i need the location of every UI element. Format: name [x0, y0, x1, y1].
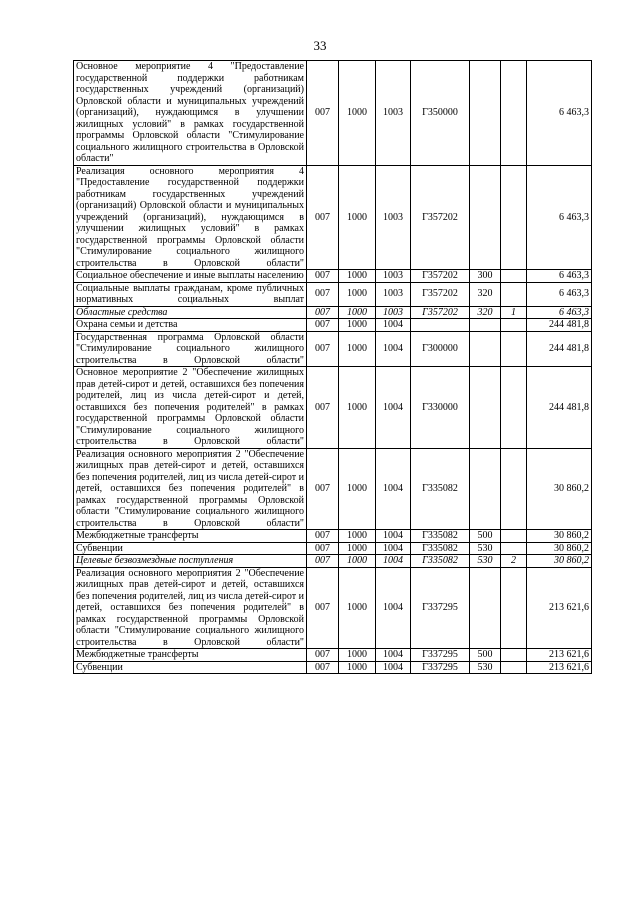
funding-source-code-cell: [501, 661, 527, 674]
ministry-code-cell: 007: [307, 165, 339, 270]
ministry-code-cell: 007: [307, 270, 339, 283]
target-article-code-cell: [411, 319, 470, 332]
row-name-cell: Социальные выплаты гражданам, кроме публичных нормативных социальных выплат: [74, 282, 307, 306]
ministry-code-cell: 007: [307, 367, 339, 449]
ministry-code-cell: 007: [307, 319, 339, 332]
expense-type-code-cell: [470, 61, 501, 166]
row-name-cell: Субвенции: [74, 661, 307, 674]
ministry-code-cell: 007: [307, 331, 339, 367]
target-article-code-cell: Г335082: [411, 542, 470, 555]
target-article-code-cell: Г350000: [411, 61, 470, 166]
row-name-cell: Реализация основного мероприятия 2 "Обеспечение жилищных прав детей-сирот и детей, оставшихся без попечения родителей, лиц из числа детей-сирот и детей, оставшихся без попечения родителей" в рамках государственной программы Орловской области "Стимулирование социального жилищного строительства в Орловской области": [74, 448, 307, 530]
subsection-code-cell: 1004: [376, 649, 411, 662]
subsection-code-cell: 1004: [376, 555, 411, 568]
funding-source-code-cell: [501, 367, 527, 449]
row-name-cell: Социальное обеспечение и иные выплаты населению: [74, 270, 307, 283]
expense-type-code-cell: [470, 367, 501, 449]
amount-cell: 244 481,8: [527, 331, 592, 367]
section-code-cell: 1000: [339, 649, 376, 662]
ministry-code-cell: 007: [307, 555, 339, 568]
expense-type-code-cell: [470, 165, 501, 270]
table-row: [74, 530, 592, 543]
amount-cell: 244 481,8: [527, 319, 592, 332]
amount-cell: 244 481,8: [527, 367, 592, 449]
table-row: [74, 649, 592, 662]
funding-source-code-cell: [501, 542, 527, 555]
subsection-code-cell: 1004: [376, 367, 411, 449]
expense-type-code-cell: 320: [470, 306, 501, 319]
ministry-code-cell: 007: [307, 61, 339, 166]
section-code-cell: 1000: [339, 542, 376, 555]
table-row: [74, 61, 592, 166]
funding-source-code-cell: [501, 331, 527, 367]
funding-source-code-cell: [501, 61, 527, 166]
amount-cell: 6 463,3: [527, 282, 592, 306]
funding-source-code-cell: [501, 448, 527, 530]
target-article-code-cell: Г357202: [411, 282, 470, 306]
expense-type-code-cell: 500: [470, 530, 501, 543]
row-name-cell: Реализация основного мероприятия 2 "Обеспечение жилищных прав детей-сирот и детей, оставшихся без попечения родителей, лиц из числа детей-сирот и детей, оставшихся без попечения родителей" в рамках государственной программы Орловской области "Стимулирование социального жилищного строительства в Орловской области": [74, 567, 307, 649]
ministry-code-cell: 007: [307, 567, 339, 649]
amount-cell: 6 463,3: [527, 270, 592, 283]
subsection-code-cell: 1003: [376, 282, 411, 306]
expense-type-code-cell: 300: [470, 270, 501, 283]
row-name-cell: Охрана семьи и детства: [74, 319, 307, 332]
ministry-code-cell: 007: [307, 282, 339, 306]
budget-table-body: [74, 61, 592, 674]
subsection-code-cell: 1004: [376, 448, 411, 530]
funding-source-code-cell: [501, 649, 527, 662]
subsection-code-cell: 1004: [376, 530, 411, 543]
section-code-cell: 1000: [339, 61, 376, 166]
section-code-cell: 1000: [339, 319, 376, 332]
target-article-code-cell: Г337295: [411, 661, 470, 674]
subsection-code-cell: 1004: [376, 331, 411, 367]
row-name-cell: Межбюджетные трансферты: [74, 530, 307, 543]
subsection-code-cell: 1003: [376, 270, 411, 283]
table-row: [74, 555, 592, 568]
table-row: [74, 661, 592, 674]
expense-type-code-cell: 500: [470, 649, 501, 662]
ministry-code-cell: 007: [307, 649, 339, 662]
funding-source-code-cell: 2: [501, 555, 527, 568]
subsection-code-cell: 1003: [376, 306, 411, 319]
subsection-code-cell: 1003: [376, 165, 411, 270]
funding-source-code-cell: [501, 319, 527, 332]
expense-type-code-cell: 530: [470, 661, 501, 674]
ministry-code-cell: 007: [307, 661, 339, 674]
table-row: [74, 331, 592, 367]
section-code-cell: 1000: [339, 661, 376, 674]
expense-type-code-cell: 320: [470, 282, 501, 306]
amount-cell: 6 463,3: [527, 61, 592, 166]
target-article-code-cell: Г335082: [411, 448, 470, 530]
section-code-cell: 1000: [339, 165, 376, 270]
subsection-code-cell: 1004: [376, 661, 411, 674]
row-name-cell: Основное мероприятие 2 "Обеспечение жилищных прав детей-сирот и детей, оставшихся без попечения родителей, лиц из числа детей-сирот и детей, оставшихся без попечения родителей" в рамках государственной программы Орловской области "Стимулирование социального жилищного строительства в Орловской области": [74, 367, 307, 449]
funding-source-code-cell: [501, 282, 527, 306]
amount-cell: 30 860,2: [527, 530, 592, 543]
row-name-cell: Государственная программа Орловской области "Стимулирование социального жилищного строительства в Орловской области": [74, 331, 307, 367]
subsection-code-cell: 1003: [376, 61, 411, 166]
funding-source-code-cell: 1: [501, 306, 527, 319]
funding-source-code-cell: [501, 530, 527, 543]
funding-source-code-cell: [501, 165, 527, 270]
row-name-cell: Реализация основного мероприятия 4 "Предоставление государственной поддержки работникам государственных учреждений (организаций) Орловской области и муниципальных учреждений (организаций), нуждающимся в улучшении жилищных условий" в рамках государственной программы Орловской области "Стимулирование социального жилищного строительства в Орловской области": [74, 165, 307, 270]
amount-cell: 213 621,6: [527, 649, 592, 662]
amount-cell: 6 463,3: [527, 306, 592, 319]
section-code-cell: 1000: [339, 306, 376, 319]
target-article-code-cell: Г335082: [411, 530, 470, 543]
subsection-code-cell: 1004: [376, 542, 411, 555]
target-article-code-cell: Г337295: [411, 567, 470, 649]
section-code-cell: 1000: [339, 555, 376, 568]
table-row: [74, 448, 592, 530]
amount-cell: 213 621,6: [527, 661, 592, 674]
row-name-cell: Областные средства: [74, 306, 307, 319]
amount-cell: 213 621,6: [527, 567, 592, 649]
section-code-cell: 1000: [339, 567, 376, 649]
target-article-code-cell: Г357202: [411, 306, 470, 319]
funding-source-code-cell: [501, 270, 527, 283]
table-row: [74, 270, 592, 283]
expense-type-code-cell: [470, 448, 501, 530]
table-row: [74, 306, 592, 319]
subsection-code-cell: 1004: [376, 319, 411, 332]
funding-source-code-cell: [501, 567, 527, 649]
target-article-code-cell: Г357202: [411, 165, 470, 270]
ministry-code-cell: 007: [307, 448, 339, 530]
subsection-code-cell: 1004: [376, 567, 411, 649]
expense-type-code-cell: 530: [470, 542, 501, 555]
section-code-cell: 1000: [339, 331, 376, 367]
target-article-code-cell: Г300000: [411, 331, 470, 367]
amount-cell: 30 860,2: [527, 542, 592, 555]
target-article-code-cell: Г335082: [411, 555, 470, 568]
table-row: [74, 282, 592, 306]
expense-type-code-cell: 530: [470, 555, 501, 568]
section-code-cell: 1000: [339, 367, 376, 449]
row-name-cell: Основное мероприятие 4 "Предоставление государственной поддержки работникам государственных учреждений (организаций) Орловской области и муниципальных учреждений (организаций), нуждающимся в улучшении жилищных условий" в рамках государственной программы Орловской области "Стимулирование социального жилищного строительства в Орловской области": [74, 61, 307, 166]
section-code-cell: 1000: [339, 530, 376, 543]
amount-cell: 30 860,2: [527, 448, 592, 530]
section-code-cell: 1000: [339, 270, 376, 283]
page-number: 33: [313, 38, 327, 53]
target-article-code-cell: Г330000: [411, 367, 470, 449]
amount-cell: 30 860,2: [527, 555, 592, 568]
table-row: [74, 567, 592, 649]
ministry-code-cell: 007: [307, 530, 339, 543]
expense-type-code-cell: [470, 319, 501, 332]
ministry-code-cell: 007: [307, 306, 339, 319]
table-row: [74, 367, 592, 449]
ministry-code-cell: 007: [307, 542, 339, 555]
section-code-cell: 1000: [339, 448, 376, 530]
section-code-cell: 1000: [339, 282, 376, 306]
row-name-cell: Целевые безвозмездные поступления: [74, 555, 307, 568]
amount-cell: 6 463,3: [527, 165, 592, 270]
target-article-code-cell: Г337295: [411, 649, 470, 662]
expense-type-code-cell: [470, 567, 501, 649]
row-name-cell: Субвенции: [74, 542, 307, 555]
table-row: [74, 319, 592, 332]
target-article-code-cell: Г357202: [411, 270, 470, 283]
row-name-cell: Межбюджетные трансферты: [74, 649, 307, 662]
budget-table: [73, 60, 592, 674]
expense-type-code-cell: [470, 331, 501, 367]
table-row: [74, 542, 592, 555]
table-row: [74, 165, 592, 270]
